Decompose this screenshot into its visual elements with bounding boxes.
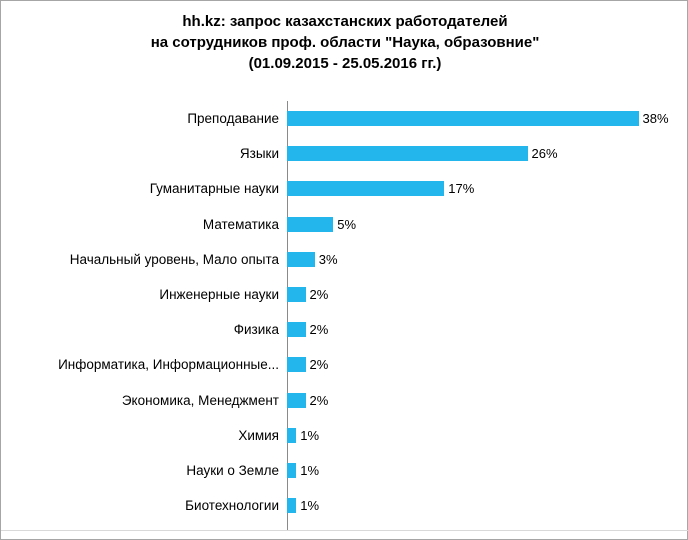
category-label: Преподавание — [187, 111, 279, 127]
bar-value-label: 26% — [531, 146, 558, 162]
bar[interactable] — [287, 146, 528, 161]
bar-wrapper — [287, 171, 688, 206]
bar-value-label: 3% — [318, 251, 338, 267]
bar-row — [1, 171, 688, 206]
bar-wrapper — [287, 488, 688, 523]
bar-wrapper — [287, 418, 688, 453]
bar[interactable] — [287, 111, 639, 126]
bar[interactable] — [287, 498, 296, 513]
bar-row — [1, 453, 688, 488]
bar[interactable] — [287, 322, 306, 337]
bar-wrapper — [287, 383, 688, 418]
category-label: Математика — [202, 216, 279, 232]
category-label: Инженерные науки — [159, 287, 279, 303]
bar[interactable] — [287, 287, 306, 302]
plot-area — [1, 101, 688, 531]
bar[interactable] — [287, 357, 306, 372]
bar[interactable] — [287, 393, 306, 408]
bar-wrapper — [287, 347, 688, 382]
bar[interactable] — [287, 217, 333, 232]
bar-wrapper — [287, 277, 688, 312]
bar-value-label: 2% — [309, 392, 329, 408]
bar-value-label: 38% — [642, 111, 669, 127]
bar[interactable] — [287, 252, 315, 267]
bar-value-label: 1% — [300, 462, 320, 478]
bar-value-label: 1% — [300, 427, 320, 443]
category-label: Химия — [238, 427, 279, 443]
bar-value-label: 2% — [309, 322, 329, 338]
chart-title — [1, 11, 688, 74]
bar-value-label: 2% — [309, 357, 329, 373]
chart-title-line-3: (01.09.2015 - 25.05.2016 гг.) — [248, 55, 442, 72]
bar[interactable] — [287, 463, 296, 478]
category-label: Начальный уровень, Мало опыта — [69, 251, 279, 267]
bar-value-label: 2% — [309, 287, 329, 303]
bar-wrapper — [287, 312, 688, 347]
bar-row — [1, 101, 688, 136]
bar-wrapper — [287, 453, 688, 488]
bar-row — [1, 347, 688, 382]
category-label: Языки — [239, 146, 279, 162]
bar-row — [1, 242, 688, 277]
bar-wrapper — [287, 101, 688, 136]
category-label: Экономика, Менеджмент — [121, 392, 279, 408]
bar-wrapper — [287, 136, 688, 171]
bar-row — [1, 488, 688, 523]
bar-value-label: 5% — [337, 216, 357, 232]
bar[interactable] — [287, 181, 444, 196]
chart-baseline — [1, 530, 688, 531]
bar-value-label: 1% — [300, 498, 320, 514]
bar-wrapper — [287, 242, 688, 277]
category-label: Науки о Земле — [186, 462, 279, 478]
bar-row — [1, 418, 688, 453]
category-label: Гуманитарные науки — [149, 181, 279, 197]
bar-value-label: 17% — [448, 181, 475, 197]
bar-row — [1, 383, 688, 418]
chart-title-line-2: на сотрудников проф. области "Наука, образовние" — [150, 34, 540, 51]
bar-wrapper — [287, 207, 688, 242]
category-label: Физика — [233, 322, 279, 338]
bar[interactable] — [287, 428, 296, 443]
bar-row — [1, 277, 688, 312]
chart-title-line-1: hh.kz: запрос казахстанских работодателей — [182, 13, 508, 30]
bar-row — [1, 136, 688, 171]
bar-row — [1, 312, 688, 347]
bar-row — [1, 207, 688, 242]
category-label: Биотехнологии — [185, 498, 279, 514]
category-label: Информатика, Информационные... — [58, 357, 279, 373]
